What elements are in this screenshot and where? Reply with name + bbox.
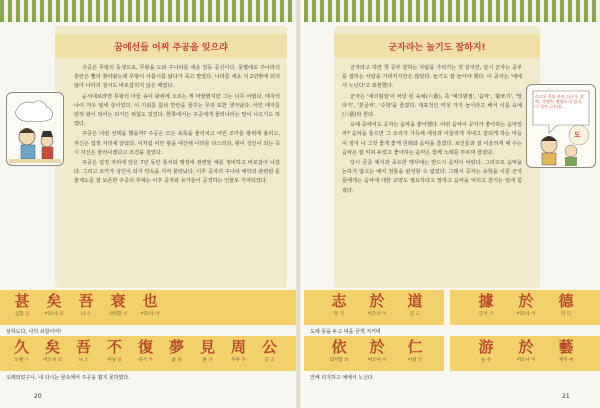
hanja-cell [396, 339, 434, 363]
hanja-cell [6, 339, 37, 363]
hanja-char: 志 [331, 292, 347, 310]
hanja-reading: 어조사 어 [367, 358, 387, 363]
hanja-char: 德 [558, 292, 574, 310]
hanja-cell [70, 293, 102, 317]
paragraph: 당시 궁중 예식과 중요한 행사에는 반드시 음악이 따랐다. 그러므로 음악을 논하지 않고는 예식 전통을 완성할 수 없었다. 그래서 공자는 유학을 이룬 군자들에게는 음악에 대한 교양도 필요하다고 말하고 음악을 익히고 즐기는 일에 힘썼다. [342, 160, 522, 194]
hanja-reading: 어조사 야 [140, 312, 160, 317]
top-decorative-stripe [0, 0, 296, 22]
hanja-reading: 쇠약할 쇠 [108, 312, 128, 317]
hanja-line [6, 339, 285, 363]
page-number: 20 [34, 393, 42, 400]
hanja-char: 久 [13, 338, 29, 356]
hanja-cell [192, 339, 223, 363]
hanja-line [320, 293, 434, 317]
hanja-meaning: 오래되었구나, 내 다시는 꿈속에서 주공을 뵙지 못하였다. [6, 375, 130, 381]
hanja-cell [320, 293, 358, 317]
hanja-cell [396, 293, 434, 317]
body-text [74, 64, 280, 188]
cartoon-illustration [6, 92, 64, 166]
hanja-line [466, 339, 586, 363]
hanja-char: 吾 [75, 338, 91, 356]
hanja-reading: 의지할 의 [329, 358, 349, 363]
hanja-char: 於 [518, 338, 534, 356]
hanja-reading: 공 공 [264, 358, 275, 363]
hanja-cell [161, 339, 192, 363]
hanja-cell [99, 339, 130, 363]
hanja-char: 於 [369, 338, 385, 356]
hanja-reading: 뜻 지 [333, 312, 345, 317]
hanja-reading: 오랠 구 [14, 358, 29, 363]
hanja-reading: 길 도 [409, 312, 421, 317]
hanja-reading: 덕 덕 [560, 312, 572, 317]
hanja-reading: 어질 인 [407, 358, 423, 363]
paragraph: 주공은 어떤 선택을 했을까? 주공은 모든 욕록을 물리치고 어린 조카를 왕위에 올리고, 자신은 섭정 자리에 앉았다. 이처럼 어린 왕을 대신해 나라를 다스리되, 왕이 성인이 되는 즉시 자신은 물러나겠다고 조건을 걸었다. [74, 131, 280, 156]
paragraph: 군자는 '예의범절'이 바탕 된 육예(六藝), 즉 '예의범절', '음악', '활쏘기', '말 타기', '붓글씨', '수학'을 즐겼다. 대표적인 여섯 가지 놀이라고 해서 이를 육예(六藝)라 한다. [342, 93, 522, 119]
hanja-line [466, 293, 586, 317]
hanja-reading: 어조사 의 [44, 312, 64, 317]
hanja-cell [37, 339, 68, 363]
hanja-char: 游 [478, 338, 494, 356]
hanja-char: 仁 [407, 338, 423, 356]
hanja-char: 夢 [168, 338, 184, 356]
hanja-char: 依 [331, 338, 347, 356]
speech-bubble-text: 라디오 한말 한잔, 나무도 할께, 걱정마. 생명도 다 있지, 이 평안 나무네... [535, 94, 584, 109]
hanja-meaning: 도에 뜻을 두고 덕을 굳게 지키며 [310, 329, 381, 335]
hanja-char: 於 [518, 292, 534, 310]
hanja-char: 公 [261, 338, 277, 356]
hanja-cell [506, 293, 546, 317]
hanja-reading: 근거 거 [478, 312, 494, 317]
hanja-cell [6, 293, 38, 317]
hanja-cell [254, 339, 285, 363]
hanja-char: 衰 [110, 292, 126, 310]
hanja-reading: 두루 주 [231, 358, 246, 363]
hanja-cell [38, 293, 70, 317]
hanja-char: 據 [478, 292, 494, 310]
right-page [300, 0, 600, 408]
hanja-reading: 어조사 어 [516, 312, 536, 317]
hanja-char: 不 [106, 338, 122, 356]
page-title: 꿈에선들 어찌 주공을 잊으랴 [55, 34, 287, 58]
hanja-line [320, 339, 434, 363]
paragraph: 주공은 섭정 자리에 앉은 7년 동안 통치와 행정에 관련된 예를 정비하고 바로잡아 나갔다. 그리고 조카가 성인이 되자 약속을 지켜 물러났다. 이후 공자의 주나라 예약과 관련된 문물제도를 잘 보존한 주공의 후예는 이후 공자와 유가들이 공경하는 인물로 기억되었다. [74, 160, 280, 185]
hanja-reading: 어조사 어 [516, 358, 536, 363]
paragraph: 군자라고 하면 책 공부 잘하는 사람을 가리키는 것 같지만, 당시 군자는 공부를 잘하는 사람을 가리키지만은 않았다. 놀기도 잘 놀아야 했다. 이 공자는 '예에서 노닌다'고 표현했다. [342, 65, 522, 90]
hanja-reading: 아닐 불 [107, 358, 122, 363]
hanja-cell [546, 293, 586, 317]
hanja-cell [102, 293, 134, 317]
paragraph: 주공은 무왕의 동생으로, 무왕을 도와 주나라를 세운 일등 공신이다. 뭇별에도 주나라의 혼란은 빨리 찾아왔는데 무왕이 사름시름 앓다가 죽고 말았다. 나라를 세운 지 2년밖에 되지 않아 나라의 질서도 바로잡히지 않은 때였다. [74, 65, 280, 90]
hanja-char: 也 [142, 292, 158, 310]
hanja-reading: 놀 유 [480, 358, 492, 363]
page-title: 군자라는 놀기도 잘하지! [334, 34, 540, 58]
hanja-cell [358, 339, 396, 363]
hanja-char: 於 [369, 292, 385, 310]
hanja-cell [358, 293, 396, 317]
hanja-char: 矣 [46, 292, 62, 310]
hanja-char: 甚 [14, 292, 30, 310]
cartoon-caption: 도 [574, 131, 581, 139]
hanja-cell [506, 339, 546, 363]
hanja-cell [320, 339, 358, 363]
hanja-cell [130, 339, 161, 363]
hanja-char: 周 [230, 338, 246, 356]
hanja-reading: 다시 부 [138, 358, 153, 363]
hanja-reading: 어조사 의 [43, 358, 62, 363]
hanja-reading: 꿈 몽 [171, 358, 182, 363]
hanja-char: 吾 [78, 292, 94, 310]
hanja-reading: 나 오 [80, 312, 92, 317]
hanja-cell [546, 339, 586, 363]
top-decorative-stripe [304, 0, 600, 22]
hanja-char: 復 [137, 338, 153, 356]
hanja-meaning: 인에 의지하고 예에서 노닌다. [310, 375, 375, 381]
page-number: 21 [562, 393, 570, 400]
hanja-char: 矣 [44, 338, 60, 356]
paragraph: 육예 중에서도 공자는 음악을 좋아했다. 어떤 음악이 공자가 좋아하는 음악일까? 음악을 들으면 그 소리가 가득해 세상과 어울리게 지내고 잘되게 하는 마음이 생겨 나 그것 좋게 좋게 원래와 음악을 즐겼다. 보인들과 잘 어울리게 해 주는 음악은 잘 익혀 두었고 좋아하는 음악은 함께 노래를 부르며 즐겼다. [342, 122, 522, 156]
hanja-char: 見 [199, 338, 215, 356]
hanja-reading: 심할 심 [14, 312, 30, 317]
hanja-reading: 어조사 어 [367, 312, 387, 317]
hanja-char: 藝 [558, 338, 574, 356]
hanja-char: 道 [407, 292, 423, 310]
hanja-line [6, 293, 166, 317]
hanja-reading: 재주 예 [558, 358, 574, 363]
body-text [342, 64, 522, 197]
hanja-cell [466, 339, 506, 363]
hanja-reading: 볼 견 [202, 358, 213, 363]
paragraph: 순서대로라면 무왕의 아들 송이 왕위에 오르는 게 마땅했지만 그는 너무 어렸다. 태자의 나이 겨우 열세 살이었다. 이 기회를 틈타 반란을 꿈꾸는 무리 또한 생겨났다. 어린 태자를 앉혀 왕이 되어는 되거든 위험도 있었다. 한쪽에서는 주공에게 물러나라는 말이 나오기도 하였다. [74, 93, 280, 128]
hanja-cell [466, 293, 506, 317]
hanja-cell [134, 293, 166, 317]
hanja-reading: 나 오 [78, 358, 89, 363]
cartoon-drawing [7, 93, 63, 165]
cartoon-illustration [526, 84, 596, 168]
hanja-cell [223, 339, 254, 363]
hanja-cell [68, 339, 99, 363]
hanja-meaning: 심하도다, 나의 쇠함이여! [6, 329, 62, 335]
